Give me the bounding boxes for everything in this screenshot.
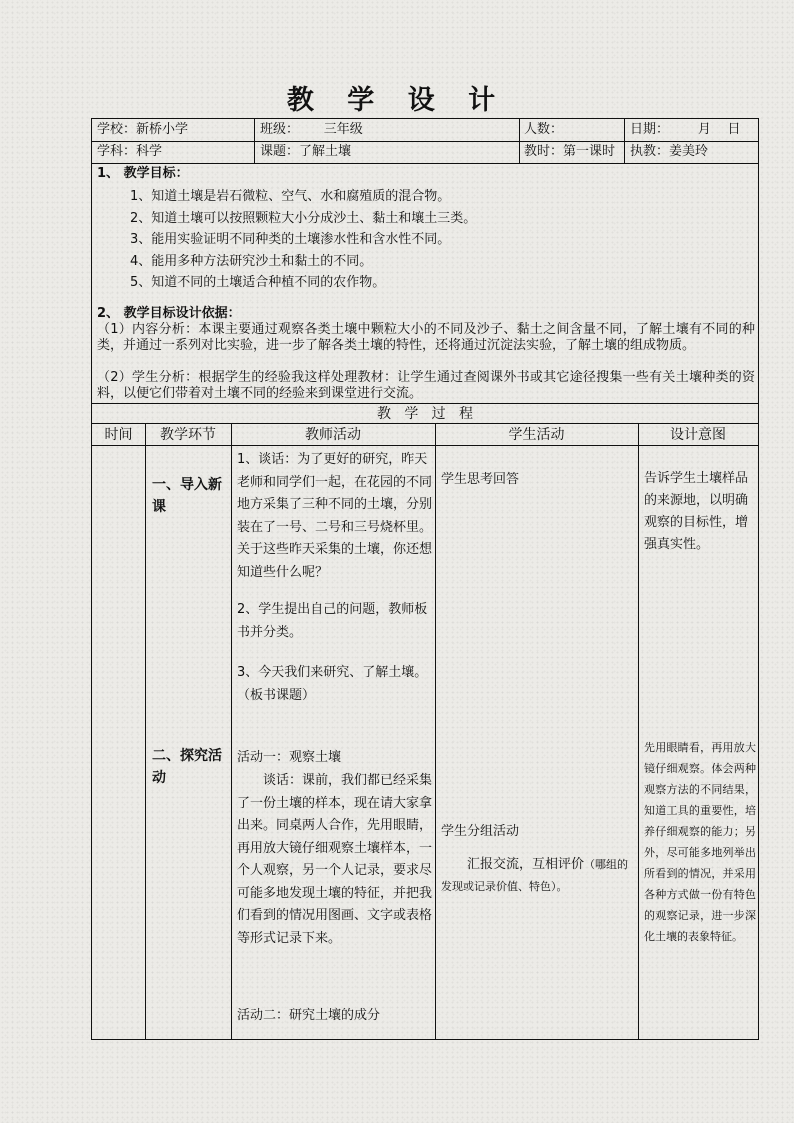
student-group: 学生分组活动 xyxy=(441,824,520,839)
school-field: 学校：新桥小学 xyxy=(97,122,189,137)
date-field: 日期： 月 日 xyxy=(630,122,741,137)
stage-explore: 二、探究活动 xyxy=(152,748,222,786)
student-report-text: 汇报交流，互相评价 xyxy=(467,857,585,872)
col-student: 学生活动 xyxy=(508,427,565,443)
goal-item: 4、能用多种方法研究沙土和黏土的不同。 xyxy=(130,253,373,269)
intent-2: 先用眼睛看，再用放大镜仔细观察。体会两种观察方法的不同结果，知道工具的重要性，培养仔细观察的能力；另外，尽可能多地列举出所看到的情况，并采用各种方式做一份有特色的观察记录，进一步深化土壤的表象特征。 xyxy=(644,741,756,943)
stage-intro: 一、导入新课 xyxy=(152,477,222,515)
goals-heading: 1、 教学目标： xyxy=(97,166,189,181)
goal-item: 1、知道土壤是岩石微粒、空气、水和腐殖质的混合物。 xyxy=(130,189,451,204)
student-report xyxy=(441,854,636,897)
student-answer: 学生思考回答 xyxy=(441,472,520,487)
content-analysis: （1）内容分析：本课主要通过观察各类土壤中颗粒大小的不同及沙子、黏土之间含量不同，了解土壤有不同的种类，并通过一系列对比实验，进一步了解各类土壤的特性，还将通过沉淀法实验，了解土壤的组成物质。 xyxy=(97,322,755,353)
goal-item: 3、能用实验证明不同种类的土壤渗水性和含水性不同。 xyxy=(130,232,451,247)
activity-2-title: 活动二：研究土壤的成分 xyxy=(237,1008,381,1023)
basis-heading: 2、 教学目标设计依据： xyxy=(97,306,241,321)
lesson-plan-table xyxy=(91,118,759,1040)
col-teacher: 教师活动 xyxy=(305,427,361,443)
class-field: 班级： 三年级 xyxy=(260,122,363,137)
page-title: 教 学 设 计 xyxy=(286,85,508,116)
student-report-note: （哪组的发现或记录价值、特色）。 xyxy=(441,858,629,893)
goals-list xyxy=(130,186,730,294)
col-stage: 教学环节 xyxy=(160,427,216,443)
intent-1: 告诉学生土壤样品的来源地，以明确观察的目标性，增强真实性。 xyxy=(644,471,749,552)
activity-1-body: 谈话：课前，我们都已经采集了一份土壤的样本，现在请大家拿出来。同桌两人合作，先用眼睛，再用放大镜仔细观察土壤样本，一个人观察，另一个人记录，要求尽可能多地发现土壤的特征，并把我们看到的情况用图画、文字或表格等形式记录下来。 xyxy=(237,773,433,946)
goal-item: 5、知道不同的土壤适合种植不同的农作物。 xyxy=(130,275,386,290)
subject-field: 学科：科学 xyxy=(97,144,163,159)
goal-item: 2、知道土壤可以按照颗粒大小分成沙土、黏土和壤土三类。 xyxy=(130,210,477,226)
topic-field: 课题：了解土壤 xyxy=(260,144,352,159)
process-heading: 教 学 过 程 xyxy=(376,406,474,422)
col-time: 时间 xyxy=(104,427,133,443)
col-intent: 设计意图 xyxy=(670,427,726,443)
teacher-talk-3: 3、今天我们来研究、了解土壤。（板书课题） xyxy=(237,665,428,703)
teacher-talk-1: 1、谈话：为了更好的研究，昨天老师和同学们一起，在花园的不同地方采集了三种不同的土壤，分别装在了一号、二号和三号烧杯里。关于这些昨天采集的土壤，你还想知道些什么呢？ xyxy=(237,452,433,580)
activity-1-title: 活动一：观察土壤 xyxy=(237,750,342,765)
period-field: 教时：第一课时 xyxy=(524,144,616,159)
teacher-talk-2: 2、学生提出自己的问题，教师板书并分类。 xyxy=(237,602,428,640)
teacher-field: 执教：姜美玲 xyxy=(630,144,709,159)
count-field: 人数： xyxy=(524,122,564,137)
student-analysis: （2）学生分析：根据学生的经验我这样处理教材：让学生通过查阅课外书或其它途径搜集一些有关土壤种类的资料，以便它们带着对土壤不同的经验来到课堂进行交流。 xyxy=(97,370,755,401)
